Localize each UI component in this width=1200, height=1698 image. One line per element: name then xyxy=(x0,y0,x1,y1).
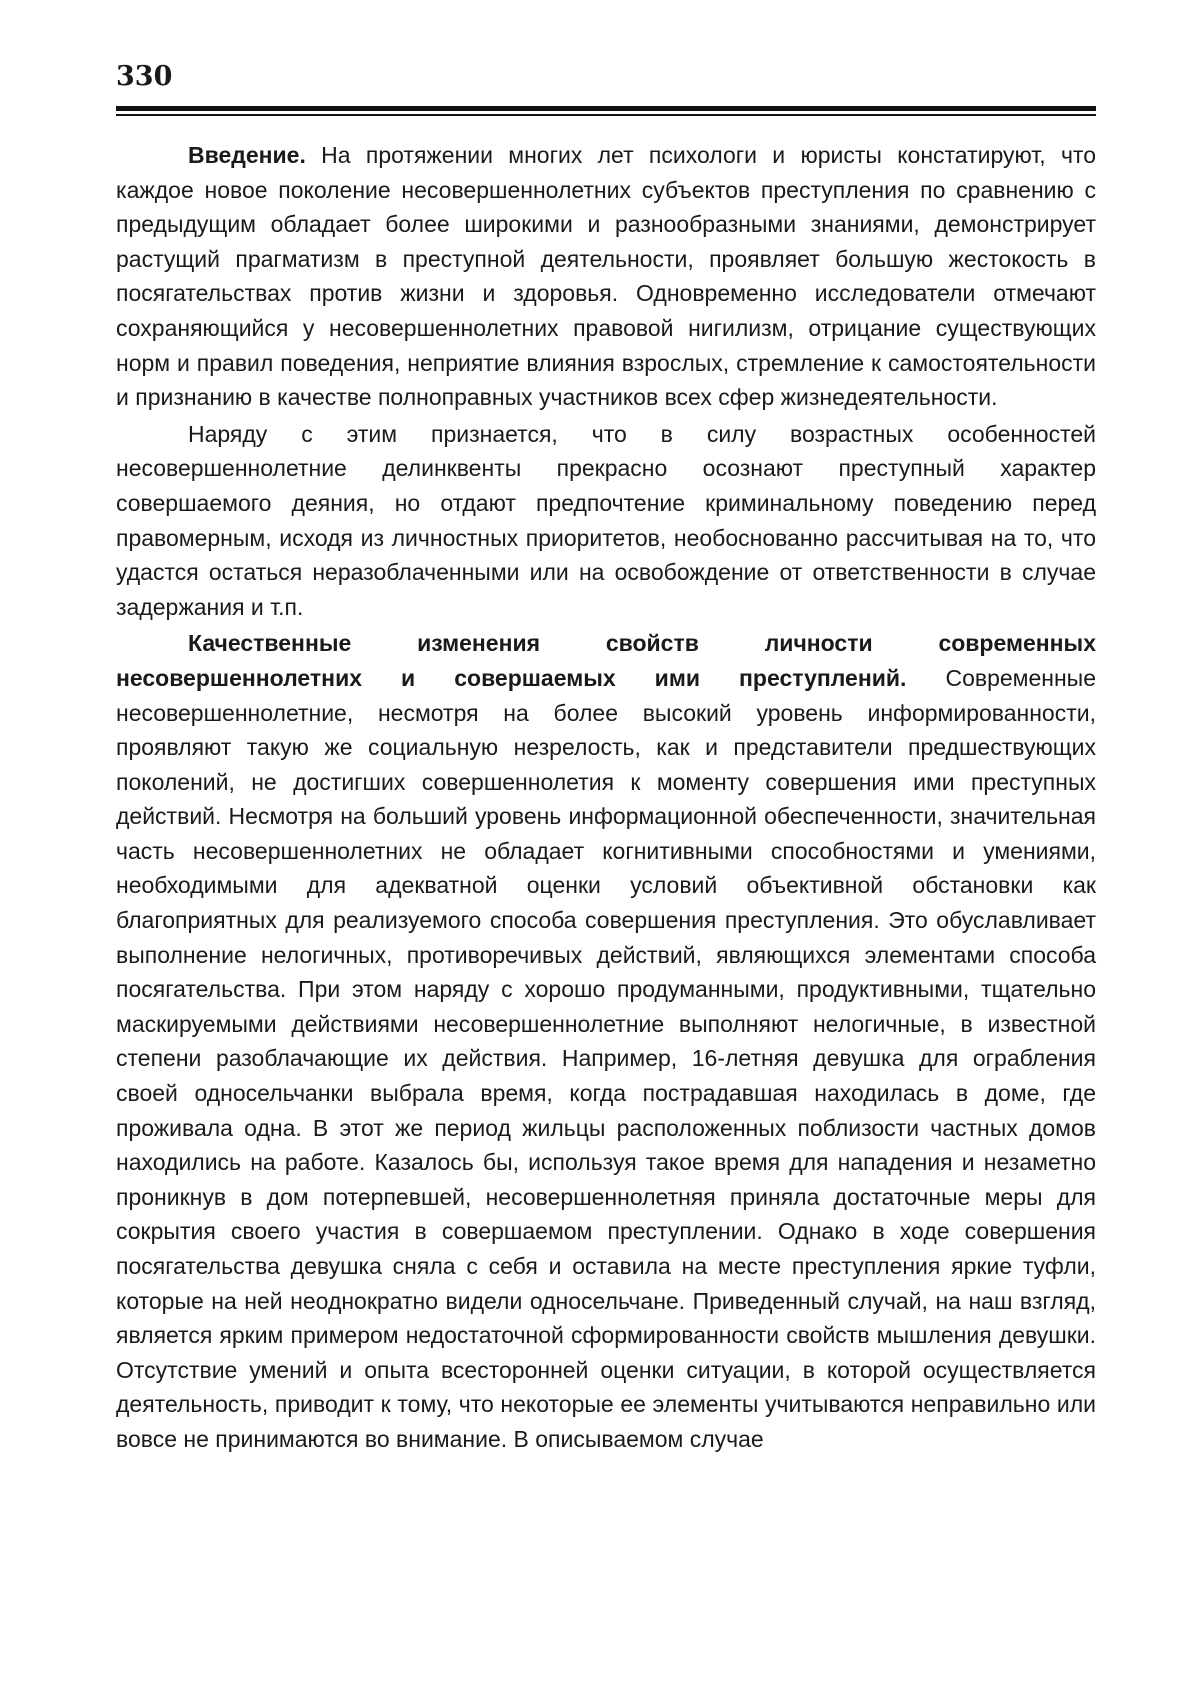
paragraph-text: Современные несовершеннолетние, несмотря на более высокий уровень информированности, проявляют такую же социальную незрелость, как и представители предшествующих поколений, не достигших совершеннолетия к моменту совершения ими преступных действий. Несмотря на больший уровень информационной обеспеченности, значительная часть несовершеннолетних не обладает когнитивными способностями и умениями, необходимыми для адекватной оценки условий объективной обстановки как благоприятных для реализуемого способа совершения преступления. Это обуславливает выполнение нелогичных, противоречивых действий, являющихся элементами способа посягательства. При этом наряду с хорошо продуманными, продуктивными, тщательно маскируемыми действиями несовершеннолетние выполняют нелогичные, в известной степени разоблачающие их действия. Например, 16-летняя девушка для ограбления своей односельчанки выбрала время, когда пострадавшая находилась в доме, где проживала одна. В этот же период жильцы расположенных поблизости частных домов находились на работе. Казалось бы, используя такое время для нападения и незаметно проникнув в дом потерпевшей, несовершеннолетняя приняла достаточные меры для сокрытия своего участия в совершаемом преступлении. Однако в ходе совершения посягательства девушка сняла с себя и оставила на месте преступления яркие туфли, которые на ней неоднократно видели односельчане. Приведенный случай, на наш взгляд, является ярким примером недостаточной сформированности свойств мышления девушки. Отсутствие умений и опыта всесторонней оценки ситуации, в которой осуществляется деятельность, приводит к тому, что некоторые ее элементы учитываются неправильно или вовсе не принимаются во внимание. В описываемом случае xyxy=(116,664,1096,1452)
paragraph-heading: Введение. xyxy=(188,142,306,168)
paragraph-introduction xyxy=(116,138,1096,415)
document-page xyxy=(116,60,1096,1459)
paragraph-text: Наряду с этим признается, что в силу возрастных особенностей несовершеннолетние делинквенты прекрасно осознают преступный характер совершаемого деяния, но отдают предпочтение криминальному поведению перед правомерным, исходя из личностных приоритетов, необоснованно рассчитывая на то, что удастся остаться неразоблаченными или на освобождение от ответственности в случае задержания и т.п. xyxy=(116,420,1096,620)
header-rule-thin xyxy=(116,114,1096,116)
paragraph-qualitative-changes xyxy=(116,626,1096,1456)
paragraph-heading: Качественные изменения свойств личности современных несовершеннолетних и совершаемых ими преступлений. xyxy=(116,630,1096,691)
body-text xyxy=(116,138,1096,1457)
header-rule-thick xyxy=(116,106,1096,111)
page-number: 330 xyxy=(116,61,173,92)
paragraph-awareness xyxy=(116,417,1096,625)
paragraph-text: На протяжении многих лет психологи и юристы констатируют, что каждое новое поколение несовершеннолетних субъектов преступления по сравнению с предыдущим обладает более широкими и разнообразными знаниями, демонстрирует растущий прагматизм в преступной деятельности, проявляет большую жестокость в посягательствах против жизни и здоровья. Одновременно исследователи отмечают сохраняющийся у несовершеннолетних правовой нигилизм, отрицание существующих норм и правил поведения, неприятие влияния взрослых, стремление к самостоятельности и признанию в качестве полноправных участников всех сфер жизнедеятельности. xyxy=(116,142,1096,411)
